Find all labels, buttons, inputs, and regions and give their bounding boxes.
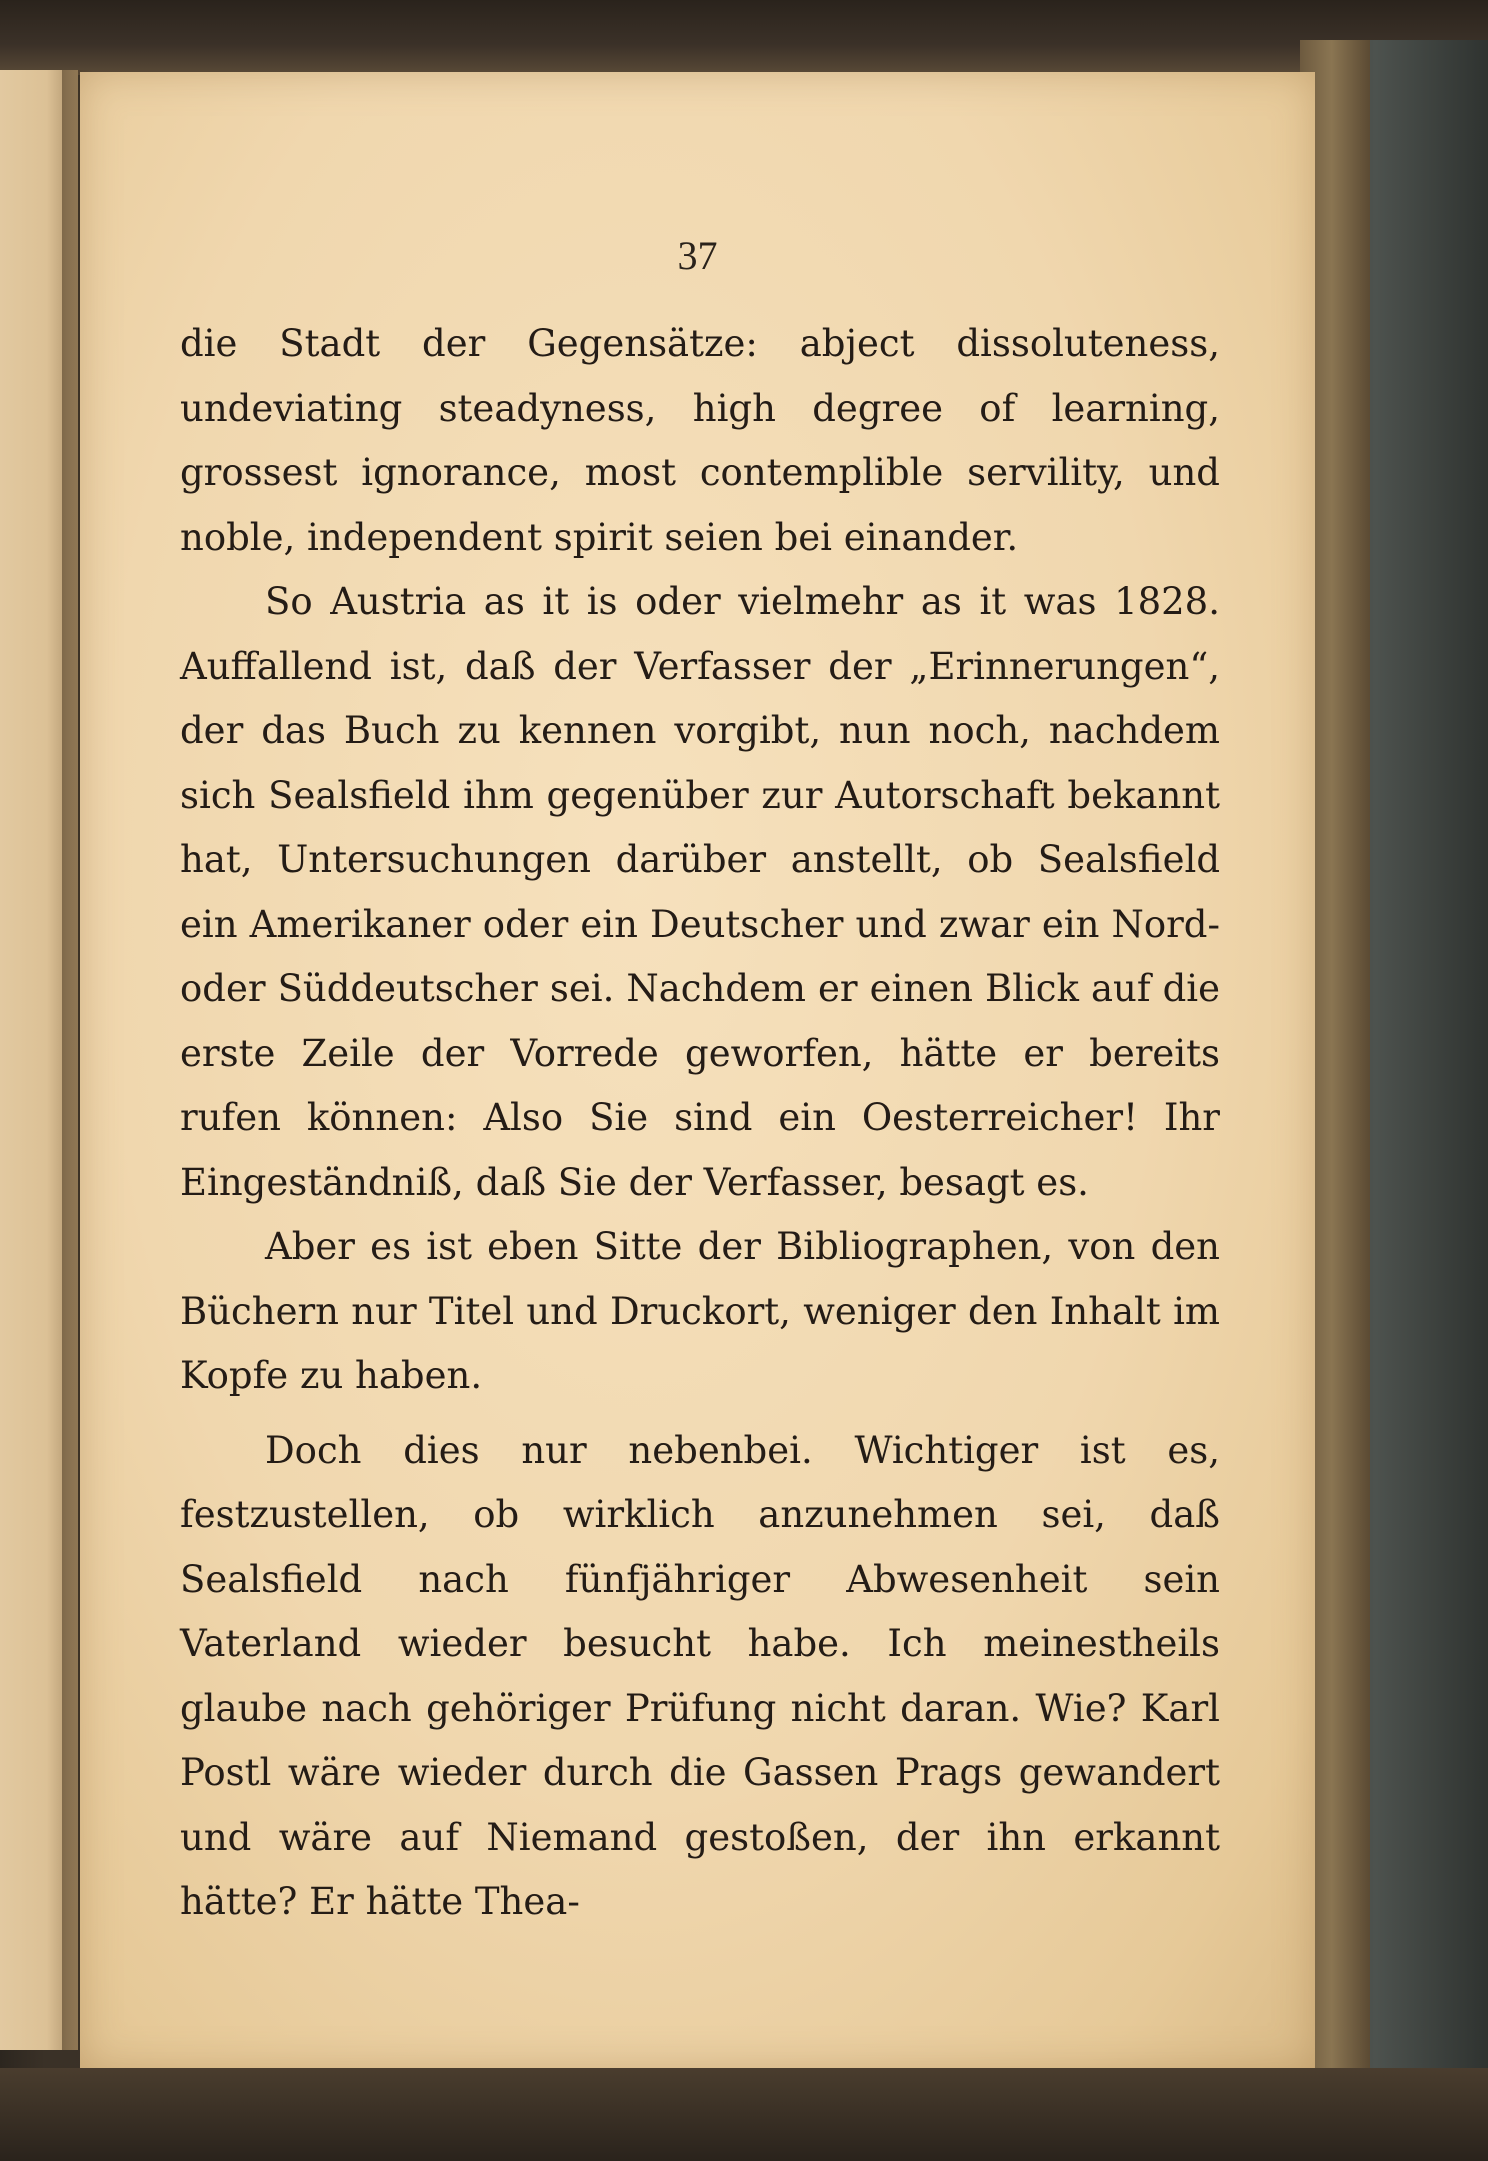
book-page — [80, 72, 1315, 2070]
page-number: 37 — [677, 233, 718, 278]
book-cover-top — [0, 0, 1488, 75]
book-cover-bottom — [0, 2068, 1488, 2161]
page-body — [180, 312, 1220, 1935]
paragraph: Doch dies nur nebenbei. Wichtiger ist es, festzustellen, ob wirklich anzunehmen sei, daß Sealsfield nach fünfjähriger Abwesenheit sein Vaterland wieder besucht habe. Ich meinestheils glaube nach gehöriger Prüfung nicht daran. Wie? Karl Postl wäre wieder durch die Gassen Prags gewandert und wäre auf Niemand gestoßen, der ihn erkannt hätte? Er hätte Thea- — [180, 1428, 1220, 1923]
paragraph: Aber es ist eben Sitte der Bibliographen, von den Büchern nur Titel und Druckort, weniger den Inhalt im Kopfe zu haben. — [180, 1225, 1220, 1397]
paragraph: So Austria as it is oder vielmehr as it was 1828. Auffallend ist, daß der Verfasser der „Erinnerungen“, der das Buch zu kennen vorgibt, nun noch, nachdem sich Sealsfield ihm gegenüber zur Autorschaft bekannt hat, Untersuchungen darüber anstellt, ob Sealsfield ein Amerikaner oder ein Deutscher und zwar ein Nord- oder Süddeutscher sei. Nachdem er einen Blick auf die erste Zeile der Vorrede geworfen, hätte er bereits rufen können: Also Sie sind ein Oesterreicher! Ihr Eingeständniß, daß Sie der Verfasser, besagt es. — [180, 580, 1220, 1204]
paragraph: die Stadt der Gegensätze: abject dissoluteness, undeviating steadyness, high degree of learning, grossest ignorance, most contemplible servility, und noble, independent spirit seien bei einander. — [180, 322, 1220, 559]
